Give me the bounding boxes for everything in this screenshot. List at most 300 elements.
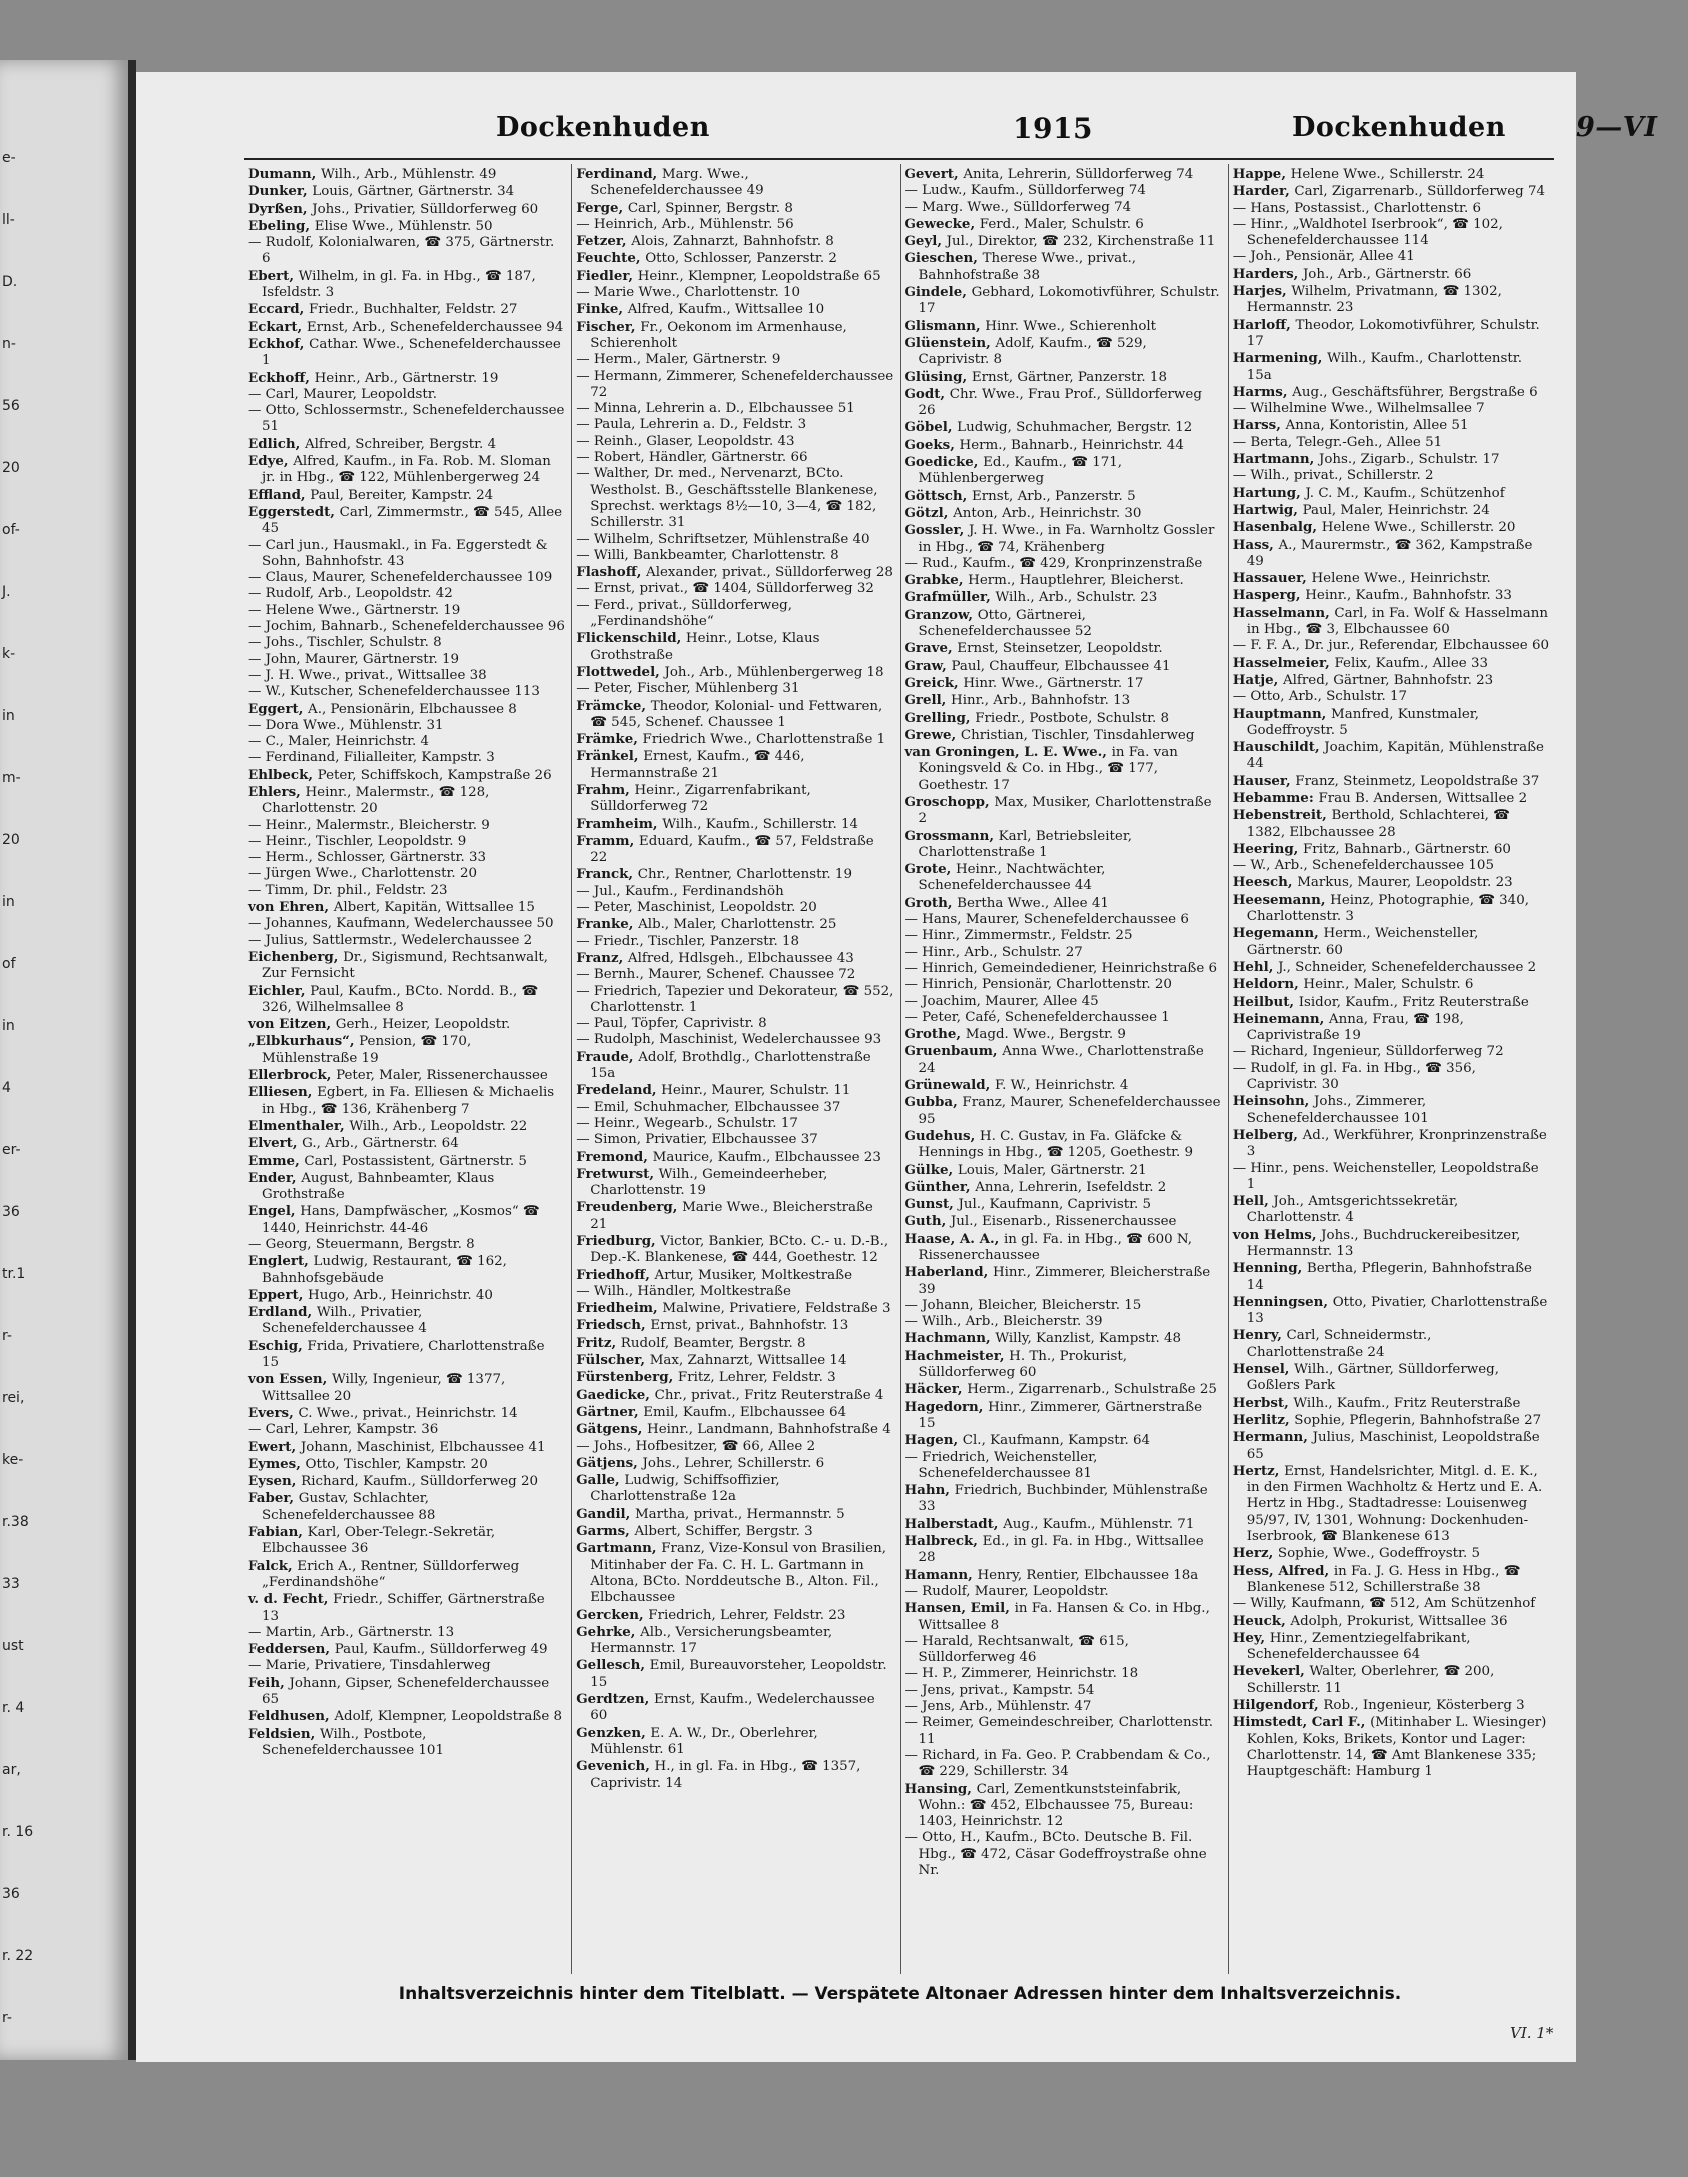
directory-entry: [576, 816, 893, 833]
entry-details: Friedrich, Buchbinder, Mühlenstraße 33: [918, 1483, 1208, 1515]
directory-entry: [905, 1330, 1222, 1347]
entry-surname: Harmening,: [1232, 350, 1328, 367]
directory-entry: [1233, 858, 1550, 874]
entry-surname: Franke,: [576, 916, 639, 933]
directory-entry: [248, 1422, 565, 1438]
entry-details: — Marie Wwe., Charlottenstr. 10: [576, 285, 801, 301]
directory-entry: [905, 1482, 1222, 1516]
left-page-fragment: r. 16: [2, 1824, 34, 1840]
directory-entry: [905, 488, 1222, 505]
entry-surname: Hebenstreit,: [1232, 807, 1332, 824]
entry-surname: Hehl,: [1232, 958, 1279, 975]
left-facing-page: [0, 60, 134, 2060]
entry-details: — Reimer, Gemeindeschreiber, Charlottenstr. 11: [904, 1715, 1214, 1747]
directory-entry: [1233, 1227, 1550, 1261]
entry-details: Emil, Bureauvorsteher, Leopoldstr. 15: [590, 1658, 887, 1690]
entry-details: Louis, Gärtner, Gärtnerstr. 34: [312, 184, 515, 200]
entry-surname: Fränkel,: [576, 748, 644, 765]
directory-entry: [576, 434, 893, 450]
entry-details: Helene Wwe., Heinrichstr.: [1311, 571, 1491, 587]
entry-details: — Helene Wwe., Gärtnerstr. 19: [248, 602, 461, 618]
entry-details: Carl, Postassistent, Gärtnerstr. 5: [304, 1153, 527, 1169]
entry-details: — Heinr., Tischler, Leopoldstr. 9: [248, 833, 467, 849]
directory-entry: [248, 1338, 565, 1372]
directory-entry: [905, 1567, 1222, 1584]
entry-surname: Hermann,: [1232, 1429, 1313, 1446]
entry-details: Jul., Kaufmann, Caprivistr. 5: [958, 1197, 1152, 1213]
entry-details: Carl, Zementkunststeinfabrik, Wohn.: ☎ 452, Elbchaussee 75, Bureau: 1403, Heinrichstr. 12: [918, 1781, 1194, 1830]
entry-surname: Halberstadt,: [904, 1515, 1004, 1532]
entry-details: Louis, Maler, Gärtnerstr. 21: [957, 1162, 1147, 1178]
directory-entry: [248, 235, 565, 268]
entry-surname: Främcke,: [576, 697, 651, 714]
entry-details: Joh., Arb., Mühlenbergerweg 18: [664, 664, 884, 680]
directory-entry: [1233, 166, 1550, 183]
entry-details: Friedr., Postbote, Schulstr. 8: [975, 710, 1170, 726]
entry-details: Heinr., Arb., Gärtnerstr. 19: [314, 370, 499, 386]
directory-entry: [905, 1094, 1222, 1128]
directory-entry: [248, 1371, 565, 1405]
entry-surname: Grave,: [904, 640, 958, 657]
entry-surname: Englert,: [248, 1253, 314, 1270]
directory-entry: [905, 961, 1222, 977]
directory-entry: [576, 1404, 893, 1421]
directory-entry: [576, 1082, 893, 1099]
directory-entry: [576, 1758, 893, 1792]
directory-entry: [905, 589, 1222, 606]
directory-entry: [905, 895, 1222, 912]
entry-details: in Fa. Hansen & Co. in Hbg., Wittsallee 8: [918, 1601, 1210, 1633]
directory-entry: [1233, 689, 1550, 705]
entry-details: Christian, Tischler, Tinsdahlerweg: [960, 727, 1195, 743]
directory-entry: [1233, 1127, 1550, 1161]
entry-surname: Groth,: [904, 894, 958, 911]
entry-details: Wilh., Kaufm., Fritz Reuterstraße: [1293, 1395, 1521, 1411]
directory-entry: [576, 319, 893, 353]
entry-details: — W., Arb., Schenefelderchaussee 105: [1232, 858, 1494, 874]
directory-entry: [248, 1405, 565, 1422]
directory-entry: [905, 1399, 1222, 1433]
directory-entry: [576, 598, 893, 631]
directory-entry: [905, 1298, 1222, 1314]
directory-entry: [1233, 519, 1550, 536]
entry-surname: Eichenberg,: [248, 948, 344, 965]
entry-details: in gl. Fa. in Hbg., ☎ 600 N, Rissenerchaussee: [918, 1231, 1193, 1263]
entry-surname: Häcker,: [904, 1381, 968, 1398]
entry-surname: Geyl,: [904, 233, 947, 250]
entry-surname: Herlitz,: [1232, 1411, 1295, 1428]
entry-surname: Dyrßen,: [248, 200, 313, 217]
entry-details: — Herm., Maler, Gärtnerstr. 9: [576, 352, 781, 368]
directory-entry: [905, 640, 1222, 657]
entry-surname: Edye,: [248, 453, 294, 470]
directory-entry: [1233, 605, 1550, 639]
entry-details: E. A. W., Dr., Oberlehrer, Mühlenstr. 61: [590, 1725, 818, 1757]
directory-entry: [905, 1699, 1222, 1715]
directory-entry: [576, 548, 893, 564]
directory-entry: [248, 1490, 565, 1524]
directory-entry: [905, 675, 1222, 692]
entry-details: — W., Kutscher, Schenefelderchaussee 113: [248, 684, 540, 700]
directory-entry: [576, 1317, 893, 1334]
directory-entry: [576, 1421, 893, 1438]
directory-column-3: [901, 164, 1229, 1974]
directory-entry: [248, 570, 565, 586]
entry-details: Ernst, privat., Bahnhofstr. 13: [650, 1318, 849, 1334]
entry-details: Walter, Oberlehrer, ☎ 200, Schillerstr. 11: [1246, 1664, 1495, 1696]
directory-entry: [1233, 706, 1550, 740]
entry-details: — Rudolf, Kolonialwaren, ☎ 375, Gärtnerstr. 6: [248, 235, 555, 267]
directory-entry: [576, 1267, 893, 1284]
entry-details: Jul., Eisenarb., Rissenerchaussee: [950, 1214, 1177, 1230]
entry-details: Hinr., Zimmerer, Bleicherstraße 39: [918, 1265, 1211, 1297]
directory-entry: [905, 794, 1222, 828]
entry-details: Chr. Wwe., Frau Prof., Sülldorferweg 26: [918, 386, 1202, 419]
entry-details: — Heinr., Wegearb., Schulstr. 17: [576, 1115, 798, 1131]
entry-details: H., in gl. Fa. in Hbg., ☎ 1357, Caprivistr. 14: [590, 1759, 861, 1791]
entry-details: Erich A., Rentner, Sülldorferweg „Ferdinandshöhe“: [262, 1558, 520, 1590]
entry-surname: Galle,: [576, 1472, 625, 1489]
entry-details: — Walther, Dr. med., Nervenarzt, BCto. Westholst. B., Geschäftsstelle Blankenese, Sprechst. werktags 8½—10, 3—4, ☎ 182, Schillerstr. 31: [576, 466, 878, 531]
entry-details: Wilh., Kaufm., Charlottenstr. 15a: [1246, 351, 1522, 383]
entry-details: — Robert, Händler, Gärtnerstr. 66: [576, 450, 808, 466]
entry-details: — Carl jun., Hausmakl., in Fa. Eggerstedt & Sohn, Bahnhofstr. 43: [248, 537, 548, 569]
directory-entry: [576, 301, 893, 318]
entry-details: Johann, Maschinist, Elbchaussee 41: [300, 1439, 546, 1455]
directory-entry: [1233, 874, 1550, 891]
directory-entry: [905, 727, 1222, 744]
entry-details: Ludwig, Schuhmacher, Bergstr. 12: [957, 420, 1193, 436]
entry-surname: Hensel,: [1232, 1361, 1295, 1378]
entry-surname: Fraude,: [576, 1048, 639, 1065]
directory-entry: [248, 1675, 565, 1709]
directory-entry: [576, 1049, 893, 1083]
entry-details: — Carl, Maurer, Leopoldstr.: [248, 386, 437, 402]
entry-surname: Herz,: [1232, 1545, 1278, 1562]
book-gutter: [128, 60, 136, 2060]
directory-entry: [905, 1600, 1222, 1634]
directory-entry: [1233, 1044, 1550, 1060]
entry-details: Johs., Zigarb., Schulstr. 17: [1318, 452, 1500, 468]
entry-surname: Heinemann,: [1232, 1010, 1329, 1027]
directory-entry: [905, 977, 1222, 993]
left-page-fragment: 56: [2, 398, 20, 414]
entry-details: August, Bahnbeamter, Klaus Grothstraße: [262, 1170, 495, 1203]
entry-details: Heinr., Zigarrenfabrikant, Sülldorferweg 72: [590, 782, 811, 815]
entry-details: (Mitinhaber L. Wiesinger) Kohlen, Koks, Brikets, Kontor und Lager: Charlottenstr. 14, ☎ Amt Blankenese 335; Hauptgeschäft: Hamburg 1: [1246, 1715, 1547, 1780]
entry-details: Eduard, Kaufm., ☎ 57, Feldstraße 22: [590, 833, 874, 866]
directory-entry: [576, 748, 893, 782]
entry-details: Anna, Kontoristin, Allee 51: [1285, 418, 1469, 434]
entry-surname: Harders,: [1232, 265, 1303, 282]
entry-details: Wilh., Arb., Mühlenstr. 49: [321, 167, 497, 182]
entry-details: — Jochim, Bahnarb., Schenefelderchaussee 96: [248, 619, 565, 635]
entry-surname: Ebeling,: [248, 217, 315, 234]
entry-surname: Heldorn,: [1232, 976, 1304, 993]
entry-surname: Hevekerl,: [1232, 1663, 1310, 1680]
entry-details: Karl, Ober-Telegr.-Sekretär, Elbchaussee 36: [262, 1525, 496, 1557]
entry-details: Emil, Kaufm., Elbchaussee 64: [643, 1404, 847, 1420]
header-page-number: 9—VI: [1576, 112, 1658, 143]
entry-surname: Dumann,: [248, 166, 321, 182]
directory-entry: [576, 1100, 893, 1116]
entry-details: — Otto, Arb., Schulstr. 17: [1232, 689, 1408, 705]
left-page-fragment: ke-: [2, 1452, 24, 1468]
directory-entry: [576, 1233, 893, 1267]
entry-details: — Julius, Sattlermstr., Wedelerchaussee 2: [248, 932, 533, 948]
entry-details: Sophie, Wwe., Godeffroystr. 5: [1277, 1546, 1480, 1562]
entry-details: — H. P., Zimmerer, Heinrichstr. 18: [904, 1666, 1139, 1682]
left-page-fragment: er-: [2, 1142, 21, 1158]
directory-entry: [248, 949, 565, 983]
directory-entry: [248, 933, 565, 949]
entry-surname: Gülke,: [904, 1161, 958, 1178]
entry-surname: Gunst,: [904, 1196, 959, 1213]
directory-entry: [1233, 790, 1550, 807]
entry-details: Berthold, Schlachterei, ☎ 1382, Elbchaussee 28: [1246, 808, 1510, 840]
entry-surname: Hell,: [1232, 1193, 1274, 1210]
directory-entry: [1233, 1663, 1550, 1697]
directory-entry: [576, 1284, 893, 1300]
directory-entry: [1233, 1714, 1550, 1780]
entry-details: — Ferd., privat., Sülldorferweg, „Ferdinandshöhe“: [576, 597, 792, 630]
entry-details: Carl, Spinner, Bergstr. 8: [627, 200, 793, 216]
entry-surname: Eckart,: [248, 318, 307, 335]
directory-entry: [905, 1128, 1222, 1162]
entry-details: Heinr., Landmann, Bahnhofstraße 4: [647, 1422, 891, 1438]
directory-entry: [905, 437, 1222, 454]
entry-details: Friedrich Wwe., Charlottenstraße 1: [642, 732, 886, 748]
directory-entry: [576, 1016, 893, 1032]
entry-details: Markus, Maurer, Leopoldstr. 23: [1297, 875, 1513, 891]
entry-details: Adolf, Brothdlg., Charlottenstraße 15a: [590, 1049, 871, 1082]
left-page-fragment: 4: [2, 1080, 11, 1096]
directory-entry: [576, 1199, 893, 1233]
directory-entry: [248, 1135, 565, 1152]
entry-details: Alb., Versicherungsbeamter, Hermannstr. 17: [590, 1624, 833, 1657]
entry-surname: Henningsen,: [1232, 1293, 1333, 1310]
entry-details: Theodor, Lokomotivführer, Schulstr. 17: [1246, 317, 1540, 349]
entry-details: Marie Wwe., Bleicherstraße 21: [590, 1200, 873, 1232]
entry-details: — Hinr., „Waldhotel Iserbrook“, ☎ 102, Schenefelderchaussee 114: [1232, 216, 1503, 249]
directory-entry: [905, 1264, 1222, 1298]
entry-details: — Wilh., privat., Schillerstr. 2: [1232, 468, 1434, 484]
entry-details: Paul, Kaufm., Sülldorferweg 49: [334, 1642, 548, 1658]
entry-surname: Ewert,: [248, 1438, 301, 1455]
directory-entry: [1233, 739, 1550, 773]
entry-surname: van Groningen, L. E. Wwe.,: [904, 744, 1112, 761]
entry-details: Alfred, Hdlsgeh., Elbchaussee 43: [627, 950, 854, 966]
entry-details: Franz, Steinmetz, Leopoldstraße 37: [1295, 773, 1540, 789]
entry-surname: Ferdinand,: [576, 166, 662, 182]
entry-details: — Hinrich, Pensionär, Charlottenstr. 20: [904, 977, 1172, 993]
entry-surname: Gruenbaum,: [904, 1043, 1003, 1060]
entry-details: Henry, Rentier, Elbchaussee 18a: [977, 1567, 1199, 1583]
entry-surname: Hess, Alfred,: [1232, 1562, 1334, 1579]
entry-details: — Otto, H., Kaufm., BCto. Deutsche B. Fil. Hbg., ☎ 472, Cäsar Godeffroystraße ohne Nr.: [904, 1830, 1207, 1878]
entry-surname: Haase, A. A.,: [904, 1230, 1004, 1247]
entry-details: — Heinrich, Arb., Mühlenstr. 56: [576, 216, 794, 232]
entry-details: — Wilh., Händler, Moltkestraße: [576, 1283, 791, 1299]
entry-details: Carl, in Fa. Wolf & Hasselmann in Hbg., ☎ 3, Elbchaussee 60: [1246, 605, 1549, 638]
entry-details: Alois, Zahnarzt, Bahnhofstr. 8: [631, 234, 834, 250]
entry-details: Hinr., Arb., Bahnhofstr. 13: [951, 693, 1131, 709]
entry-surname: Fiedler,: [576, 267, 638, 284]
entry-surname: Eymes,: [248, 1455, 306, 1472]
entry-details: F. W., Heinrichstr. 4: [994, 1078, 1129, 1094]
directory-entry: [248, 1033, 565, 1067]
directory-entry: [576, 1132, 893, 1148]
left-page-fragment: J.: [2, 584, 11, 600]
directory-entry: [1233, 1361, 1550, 1395]
entry-details: Gebhard, Lokomotivführer, Schulstr. 17: [918, 285, 1220, 317]
entry-details: A., Pensionärin, Elbchaussee 8: [308, 701, 517, 717]
entry-surname: Finke,: [576, 301, 628, 318]
left-page-fragment: of-: [2, 522, 20, 538]
directory-entry: [905, 1715, 1222, 1748]
entry-details: Sophie, Pflegerin, Bahnhofstraße 27: [1294, 1412, 1542, 1428]
entry-surname: Gehrke,: [576, 1623, 641, 1640]
entry-surname: Hegemann,: [1232, 925, 1324, 942]
directory-entry: [1233, 401, 1550, 417]
directory-entry: [1233, 1463, 1550, 1545]
left-page-fragment: 20: [2, 832, 20, 848]
left-page-fragment: in: [2, 708, 15, 724]
directory-entry: [905, 607, 1222, 641]
entry-surname: Gindele,: [904, 284, 972, 301]
directory-entry: [576, 1472, 893, 1506]
entry-details: — Hinrich, Gemeindediener, Heinrichstraße 6: [904, 960, 1218, 976]
directory-entry: [248, 983, 565, 1017]
entry-details: Albert, Schiffer, Bergstr. 3: [634, 1524, 813, 1540]
directory-entry: [1233, 570, 1550, 587]
directory-entry: [576, 200, 893, 217]
entry-details: — Wilhelmine Wwe., Wilhelmsallee 7: [1232, 401, 1485, 417]
directory-entry: [576, 1300, 893, 1317]
directory-entry: [905, 386, 1222, 420]
directory-entry: [248, 370, 565, 387]
directory-entry: [576, 731, 893, 748]
entry-details: — Georg, Steuermann, Bergstr. 8: [248, 1237, 475, 1252]
entry-surname: Günther,: [904, 1178, 976, 1195]
entry-details: — Wilh., Arb., Bleicherstr. 39: [904, 1314, 1103, 1330]
directory-entry: [576, 466, 893, 531]
entry-surname: Fabian,: [248, 1524, 308, 1541]
entry-details: Pension, ☎ 170, Mühlenstraße 19: [262, 1034, 472, 1066]
directory-entry: [576, 166, 893, 200]
directory-entry: [248, 504, 565, 538]
entry-details: Richard, Kaufm., Sülldorferweg 20: [301, 1474, 539, 1490]
directory-entry: [248, 1456, 565, 1473]
entry-details: Karl, Betriebsleiter, Charlottenstraße 1: [918, 828, 1133, 860]
entry-surname: Gärtner,: [576, 1403, 644, 1420]
entry-surname: Eccard,: [248, 301, 309, 318]
entry-details: — Paul, Töpfer, Caprivistr. 8: [576, 1016, 767, 1032]
entry-details: Joh., Arb., Gärtnerstr. 66: [1302, 266, 1472, 282]
directory-entry: [248, 487, 565, 504]
directory-entry: [576, 417, 893, 433]
directory-entry: [576, 630, 893, 664]
entry-details: G., Arb., Gärtnerstr. 64: [302, 1136, 459, 1152]
entry-details: — Hermann, Zimmerer, Schenefelderchaussee 72: [576, 368, 894, 400]
entry-details: — Wilhelm, Schriftsetzer, Mühlenstraße 40: [576, 531, 870, 547]
entry-surname: Grewe,: [904, 726, 961, 743]
directory-entry: [1233, 283, 1550, 317]
entry-surname: Fritz,: [576, 1334, 621, 1351]
entry-details: — Friedrich, Tapezier und Dekorateur, ☎ 552, Charlottenstr. 1: [576, 983, 894, 1015]
entry-surname: Gudehus,: [904, 1127, 980, 1144]
entry-details: Wilh., Gemeindeerheber, Charlottenstr. 19: [590, 1166, 828, 1199]
entry-surname: Frahm,: [576, 781, 635, 798]
directory-entry: [248, 1591, 565, 1625]
entry-details: Ferd., Maler, Schulstr. 6: [979, 216, 1144, 232]
left-page-fragment: in: [2, 1018, 15, 1034]
directory-entry: [248, 268, 565, 302]
entry-details: Ernst, Arb., Schenefelderchaussee 94: [306, 319, 564, 335]
entry-details: Johs., Zimmerer, Schenefelderchaussee 101: [1246, 1094, 1429, 1126]
entry-details: — Dora Wwe., Mühlenstr. 31: [248, 717, 444, 733]
entry-details: Anna, Frau, ☎ 198, Caprivistraße 19: [1246, 1011, 1464, 1044]
directory-entry: [1233, 417, 1550, 434]
entry-surname: Hebamme:: [1232, 789, 1319, 806]
entry-details: Hinr. Wwe., Schierenholt: [985, 318, 1157, 334]
entry-surname: Hasselmeier,: [1232, 654, 1335, 671]
entry-surname: Fremond,: [576, 1148, 653, 1165]
directory-entry: [248, 1473, 565, 1490]
directory-entry: [248, 1558, 565, 1592]
entry-details: — Peter, Café, Schenefelderchaussee 1: [904, 1009, 1170, 1025]
entry-surname: Edlich,: [248, 435, 305, 452]
entry-details: Alb., Maler, Charlottenstr. 25: [638, 917, 837, 933]
directory-entry: [576, 1387, 893, 1404]
entry-details: Wilh., Privatier, Schenefelderchaussee 4: [262, 1305, 427, 1337]
entry-details: Wilh., Arb., Schulstr. 23: [995, 590, 1158, 606]
entry-surname: Glüsing,: [904, 368, 972, 385]
entry-surname: v. d. Fecht,: [248, 1591, 334, 1608]
directory-entry: [1233, 317, 1550, 351]
entry-surname: Framheim,: [576, 815, 663, 832]
entry-details: Ed., in gl. Fa. in Hbg., Wittsallee 28: [918, 1534, 1204, 1566]
entry-details: — C., Maler, Heinrichstr. 4: [248, 734, 430, 750]
entry-surname: Gellesch,: [576, 1657, 650, 1674]
entry-details: Heinr., Klempner, Leopoldstraße 65: [637, 268, 881, 284]
entry-details: — Ernst, privat., ☎ 1404, Sülldorferweg 32: [576, 581, 874, 597]
entry-details: Heinr., Malermstr., ☎ 128, Charlottenstr. 20: [262, 784, 490, 817]
directory-entry: [905, 994, 1222, 1010]
entry-surname: Granzow,: [904, 606, 978, 623]
directory-entry: [1233, 1193, 1550, 1227]
directory-entry: [248, 538, 565, 571]
entry-surname: Franz,: [576, 949, 628, 966]
directory-entry: [905, 1348, 1222, 1382]
entry-surname: Eysen,: [248, 1473, 302, 1490]
left-page-fragment: k-: [2, 646, 16, 662]
entry-surname: Hertz,: [1232, 1462, 1285, 1479]
entry-details: — Jens, privat., Kampstr. 54: [904, 1682, 1095, 1698]
directory-entry: [248, 850, 565, 866]
entry-details: — Herm., Schlosser, Gärtnerstr. 33: [248, 850, 487, 866]
entry-details: Heinr., Maurer, Schulstr. 11: [661, 1083, 851, 1099]
entry-surname: Happe,: [1232, 166, 1291, 182]
directory-entry: [905, 200, 1222, 216]
entry-surname: Flottwedel,: [576, 663, 665, 680]
entry-surname: Gieschen,: [904, 250, 983, 267]
entry-details: J. C. M., Kaufm., Schützenhof: [1305, 485, 1505, 501]
directory-entry: [576, 1691, 893, 1725]
entry-details: — Johs., Tischler, Schulstr. 8: [248, 635, 442, 651]
directory-entry: [248, 1170, 565, 1204]
entry-surname: Grothe,: [904, 1026, 966, 1043]
